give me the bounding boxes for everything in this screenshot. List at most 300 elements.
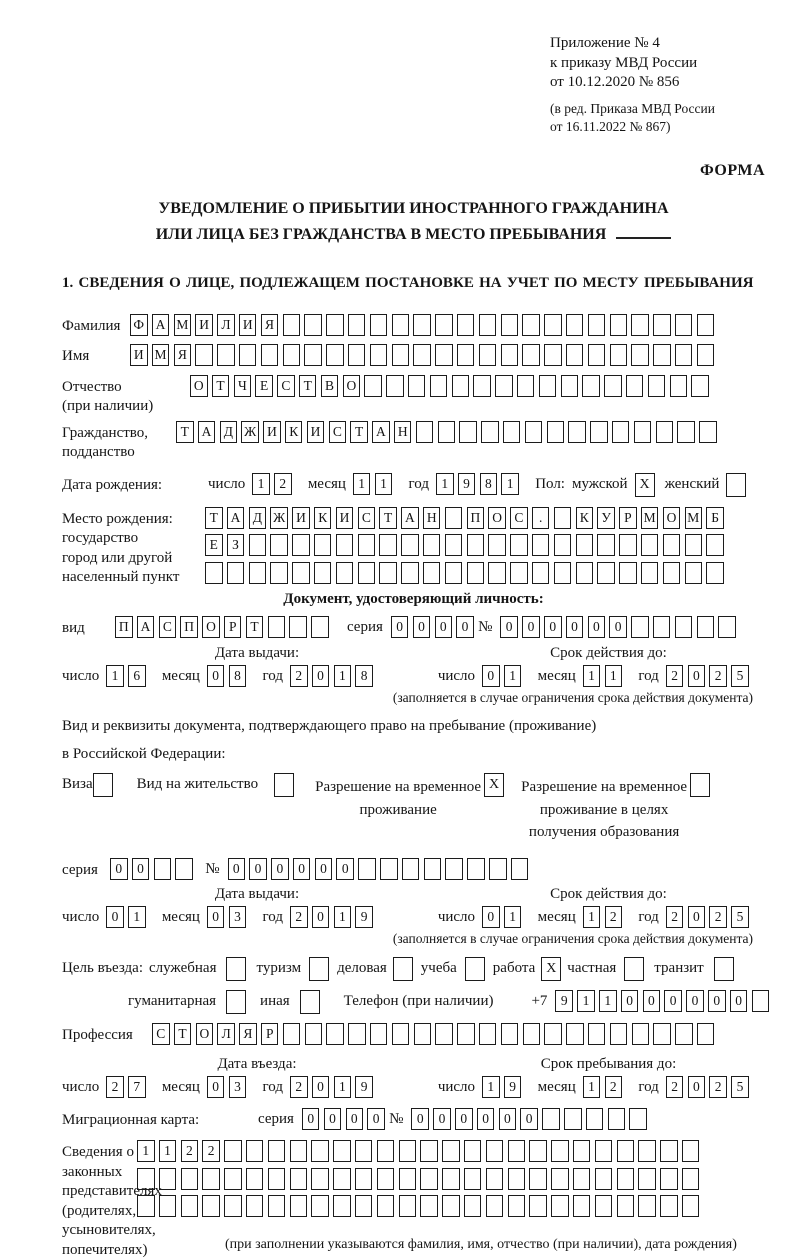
char-cell[interactable]	[249, 534, 267, 556]
char-cell[interactable]: С	[329, 421, 347, 443]
char-cell[interactable]	[464, 1140, 482, 1162]
char-cell[interactable]	[314, 534, 332, 556]
char-cell[interactable]	[370, 1023, 388, 1045]
char-cell[interactable]: 8	[229, 665, 247, 687]
char-cell[interactable]	[752, 990, 770, 1012]
char-cell[interactable]: П	[180, 616, 198, 638]
char-cell[interactable]: О	[190, 375, 208, 397]
char-cell[interactable]: 0	[132, 858, 150, 880]
char-cell[interactable]	[445, 562, 463, 584]
char-cell[interactable]: 0	[621, 990, 639, 1012]
char-cell[interactable]: 0	[566, 616, 584, 638]
char-cell[interactable]: Е	[255, 375, 273, 397]
char-cell[interactable]	[638, 1195, 656, 1217]
char-cell[interactable]	[333, 1195, 351, 1217]
char-cell[interactable]: 1	[106, 665, 124, 687]
char-cell[interactable]	[631, 314, 649, 336]
char-cell[interactable]	[370, 314, 388, 336]
char-cell[interactable]	[435, 344, 453, 366]
char-cell[interactable]: 0	[228, 858, 246, 880]
char-cell[interactable]	[457, 314, 475, 336]
char-cell[interactable]	[529, 1168, 547, 1190]
char-cell[interactable]: Т	[205, 507, 223, 529]
char-cell[interactable]	[246, 1195, 264, 1217]
char-cell[interactable]	[554, 507, 572, 529]
char-cell[interactable]	[442, 1168, 460, 1190]
char-cell[interactable]	[675, 344, 693, 366]
char-cell[interactable]: 3	[229, 906, 247, 928]
char-cell[interactable]: 0	[312, 665, 330, 687]
char-cell[interactable]	[224, 1195, 242, 1217]
char-cell[interactable]: 0	[520, 1108, 538, 1130]
char-cell[interactable]	[399, 1168, 417, 1190]
char-cell[interactable]	[202, 1168, 220, 1190]
char-cell[interactable]	[544, 344, 562, 366]
char-cell[interactable]: 2	[709, 1076, 727, 1098]
char-cell[interactable]: Я	[239, 1023, 257, 1045]
char-cell[interactable]: Е	[205, 534, 223, 556]
char-cell[interactable]: 1	[334, 906, 352, 928]
char-cell[interactable]	[445, 858, 463, 880]
char-cell[interactable]	[289, 616, 307, 638]
char-cell[interactable]	[597, 562, 615, 584]
char-cell[interactable]: 0	[391, 616, 409, 638]
char-cell[interactable]: Т	[246, 616, 264, 638]
char-cell[interactable]	[217, 344, 235, 366]
char-cell[interactable]	[576, 534, 594, 556]
char-cell[interactable]	[582, 375, 600, 397]
char-cell[interactable]: И	[239, 314, 257, 336]
char-cell[interactable]	[610, 344, 628, 366]
checkbox-edu-permit[interactable]	[690, 773, 710, 797]
char-cell[interactable]: 2	[605, 1076, 623, 1098]
char-cell[interactable]	[532, 562, 550, 584]
char-cell[interactable]: Л	[217, 1023, 235, 1045]
char-cell[interactable]	[358, 534, 376, 556]
char-cell[interactable]	[379, 562, 397, 584]
checkbox-other[interactable]	[300, 990, 320, 1014]
char-cell[interactable]	[304, 314, 322, 336]
char-cell[interactable]: Д	[220, 421, 238, 443]
char-cell[interactable]: П	[115, 616, 133, 638]
char-cell[interactable]: 0	[688, 906, 706, 928]
char-cell[interactable]	[617, 1140, 635, 1162]
char-cell[interactable]	[675, 1023, 693, 1045]
char-cell[interactable]	[392, 1023, 410, 1045]
char-cell[interactable]: 2	[290, 1076, 308, 1098]
char-cell[interactable]	[435, 1023, 453, 1045]
char-cell[interactable]: 1	[334, 1076, 352, 1098]
char-cell[interactable]	[413, 314, 431, 336]
char-cell[interactable]: 0	[477, 1108, 495, 1130]
char-cell[interactable]: 0	[609, 616, 627, 638]
char-cell[interactable]	[423, 562, 441, 584]
char-cell[interactable]: С	[277, 375, 295, 397]
char-cell[interactable]	[392, 314, 410, 336]
char-cell[interactable]	[501, 344, 519, 366]
char-cell[interactable]	[364, 375, 382, 397]
char-cell[interactable]	[195, 344, 213, 366]
char-cell[interactable]: А	[137, 616, 155, 638]
char-cell[interactable]	[495, 375, 513, 397]
char-cell[interactable]: С	[358, 507, 376, 529]
char-cell[interactable]	[573, 1168, 591, 1190]
char-cell[interactable]	[638, 1168, 656, 1190]
char-cell[interactable]	[590, 421, 608, 443]
char-cell[interactable]	[508, 1168, 526, 1190]
char-cell[interactable]	[392, 344, 410, 366]
char-cell[interactable]: 0	[413, 616, 431, 638]
char-cell[interactable]: 0	[312, 1076, 330, 1098]
char-cell[interactable]: Т	[299, 375, 317, 397]
char-cell[interactable]: 0	[664, 990, 682, 1012]
char-cell[interactable]	[311, 1168, 329, 1190]
char-cell[interactable]	[414, 1023, 432, 1045]
char-cell[interactable]	[402, 858, 420, 880]
char-cell[interactable]	[479, 344, 497, 366]
char-cell[interactable]	[355, 1195, 373, 1217]
char-cell[interactable]	[459, 421, 477, 443]
char-cell[interactable]	[311, 1140, 329, 1162]
checkbox-residence-permit[interactable]	[274, 773, 294, 797]
char-cell[interactable]	[239, 344, 257, 366]
char-cell[interactable]: В	[321, 375, 339, 397]
char-cell[interactable]	[438, 421, 456, 443]
char-cell[interactable]: 1	[583, 1076, 601, 1098]
char-cell[interactable]	[586, 1108, 604, 1130]
char-cell[interactable]: Ж	[270, 507, 288, 529]
checkbox-business[interactable]	[393, 957, 413, 981]
char-cell[interactable]	[430, 375, 448, 397]
char-cell[interactable]	[442, 1140, 460, 1162]
char-cell[interactable]: 0	[106, 906, 124, 928]
char-cell[interactable]	[326, 1023, 344, 1045]
char-cell[interactable]	[479, 1023, 497, 1045]
char-cell[interactable]: 0	[293, 858, 311, 880]
char-cell[interactable]: 0	[544, 616, 562, 638]
char-cell[interactable]	[697, 1023, 715, 1045]
char-cell[interactable]	[568, 421, 586, 443]
char-cell[interactable]	[529, 1140, 547, 1162]
char-cell[interactable]	[503, 421, 521, 443]
char-cell[interactable]	[510, 562, 528, 584]
char-cell[interactable]: И	[307, 421, 325, 443]
char-cell[interactable]	[268, 616, 286, 638]
char-cell[interactable]	[420, 1195, 438, 1217]
char-cell[interactable]: Я	[174, 344, 192, 366]
char-cell[interactable]	[595, 1195, 613, 1217]
char-cell[interactable]	[610, 314, 628, 336]
char-cell[interactable]: 9	[555, 990, 573, 1012]
char-cell[interactable]	[595, 1168, 613, 1190]
char-cell[interactable]	[399, 1140, 417, 1162]
char-cell[interactable]	[348, 314, 366, 336]
char-cell[interactable]: 0	[346, 1108, 364, 1130]
char-cell[interactable]: 2	[290, 665, 308, 687]
char-cell[interactable]	[626, 375, 644, 397]
char-cell[interactable]	[517, 375, 535, 397]
char-cell[interactable]: Т	[176, 421, 194, 443]
char-cell[interactable]	[292, 562, 310, 584]
char-cell[interactable]	[604, 375, 622, 397]
char-cell[interactable]: 0	[500, 616, 518, 638]
char-cell[interactable]: П	[467, 507, 485, 529]
char-cell[interactable]: 8	[355, 665, 373, 687]
char-cell[interactable]: 6	[128, 665, 146, 687]
char-cell[interactable]: 0	[730, 990, 748, 1012]
char-cell[interactable]: 2	[290, 906, 308, 928]
char-cell[interactable]	[202, 1195, 220, 1217]
char-cell[interactable]	[452, 375, 470, 397]
char-cell[interactable]: 0	[643, 990, 661, 1012]
checkbox-female[interactable]	[726, 473, 746, 497]
char-cell[interactable]	[486, 1140, 504, 1162]
char-cell[interactable]: 0	[522, 616, 540, 638]
char-cell[interactable]	[677, 421, 695, 443]
char-cell[interactable]	[181, 1195, 199, 1217]
char-cell[interactable]: 1	[599, 990, 617, 1012]
char-cell[interactable]	[697, 314, 715, 336]
char-cell[interactable]	[473, 375, 491, 397]
char-cell[interactable]: У	[597, 507, 615, 529]
char-cell[interactable]	[290, 1168, 308, 1190]
char-cell[interactable]	[697, 344, 715, 366]
char-cell[interactable]	[137, 1195, 155, 1217]
char-cell[interactable]: 2	[666, 665, 684, 687]
char-cell[interactable]: 0	[588, 616, 606, 638]
char-cell[interactable]: О	[202, 616, 220, 638]
char-cell[interactable]	[333, 1168, 351, 1190]
char-cell[interactable]	[336, 534, 354, 556]
char-cell[interactable]	[588, 1023, 606, 1045]
char-cell[interactable]	[648, 375, 666, 397]
char-cell[interactable]: О	[343, 375, 361, 397]
char-cell[interactable]	[641, 562, 659, 584]
char-cell[interactable]	[588, 314, 606, 336]
char-cell[interactable]: 0	[302, 1108, 320, 1130]
checkbox-study[interactable]	[465, 957, 485, 981]
char-cell[interactable]: 0	[271, 858, 289, 880]
char-cell[interactable]: 2	[274, 473, 292, 495]
char-cell[interactable]: Т	[379, 507, 397, 529]
checkbox-male[interactable]: X	[635, 473, 655, 497]
char-cell[interactable]	[663, 534, 681, 556]
char-cell[interactable]: 3	[229, 1076, 247, 1098]
char-cell[interactable]: 1	[375, 473, 393, 495]
char-cell[interactable]: 1	[605, 665, 623, 687]
char-cell[interactable]: С	[152, 1023, 170, 1045]
char-cell[interactable]	[399, 1195, 417, 1217]
checkbox-tourism[interactable]	[309, 957, 329, 981]
char-cell[interactable]	[488, 534, 506, 556]
char-cell[interactable]: 8	[480, 473, 498, 495]
char-cell[interactable]	[268, 1168, 286, 1190]
char-cell[interactable]: 0	[708, 990, 726, 1012]
char-cell[interactable]: 0	[207, 665, 225, 687]
char-cell[interactable]: И	[336, 507, 354, 529]
char-cell[interactable]	[479, 314, 497, 336]
char-cell[interactable]: 7	[128, 1076, 146, 1098]
char-cell[interactable]: 1	[501, 473, 519, 495]
char-cell[interactable]	[508, 1140, 526, 1162]
char-cell[interactable]: 1	[583, 665, 601, 687]
char-cell[interactable]	[227, 562, 245, 584]
char-cell[interactable]	[413, 344, 431, 366]
char-cell[interactable]	[358, 562, 376, 584]
char-cell[interactable]	[355, 1168, 373, 1190]
char-cell[interactable]: Т	[174, 1023, 192, 1045]
char-cell[interactable]	[249, 562, 267, 584]
char-cell[interactable]: С	[510, 507, 528, 529]
char-cell[interactable]: 0	[207, 906, 225, 928]
char-cell[interactable]	[617, 1168, 635, 1190]
char-cell[interactable]	[691, 375, 709, 397]
char-cell[interactable]	[510, 534, 528, 556]
char-cell[interactable]	[488, 562, 506, 584]
char-cell[interactable]	[457, 344, 475, 366]
char-cell[interactable]	[542, 1108, 560, 1130]
char-cell[interactable]: Р	[619, 507, 637, 529]
char-cell[interactable]	[573, 1140, 591, 1162]
char-cell[interactable]	[348, 1023, 366, 1045]
char-cell[interactable]: Л	[217, 314, 235, 336]
char-cell[interactable]: 9	[504, 1076, 522, 1098]
char-cell[interactable]: 1	[583, 906, 601, 928]
char-cell[interactable]: 0	[688, 1076, 706, 1098]
char-cell[interactable]	[181, 1168, 199, 1190]
char-cell[interactable]: К	[285, 421, 303, 443]
char-cell[interactable]	[283, 314, 301, 336]
char-cell[interactable]: Т	[350, 421, 368, 443]
char-cell[interactable]	[525, 421, 543, 443]
char-cell[interactable]	[595, 1140, 613, 1162]
char-cell[interactable]: 0	[249, 858, 267, 880]
char-cell[interactable]	[311, 1195, 329, 1217]
char-cell[interactable]: 2	[202, 1140, 220, 1162]
char-cell[interactable]: 0	[433, 1108, 451, 1130]
char-cell[interactable]	[653, 344, 671, 366]
char-cell[interactable]: Р	[261, 1023, 279, 1045]
char-cell[interactable]: 0	[686, 990, 704, 1012]
char-cell[interactable]: 0	[336, 858, 354, 880]
char-cell[interactable]: Д	[249, 507, 267, 529]
char-cell[interactable]	[401, 562, 419, 584]
char-cell[interactable]	[224, 1168, 242, 1190]
char-cell[interactable]	[445, 507, 463, 529]
char-cell[interactable]: Н	[423, 507, 441, 529]
char-cell[interactable]: Т	[212, 375, 230, 397]
char-cell[interactable]: 1	[577, 990, 595, 1012]
char-cell[interactable]: А	[401, 507, 419, 529]
char-cell[interactable]	[706, 534, 724, 556]
char-cell[interactable]	[551, 1195, 569, 1217]
char-cell[interactable]	[641, 534, 659, 556]
char-cell[interactable]: 0	[435, 616, 453, 638]
char-cell[interactable]	[420, 1140, 438, 1162]
char-cell[interactable]	[612, 421, 630, 443]
char-cell[interactable]: 1	[128, 906, 146, 928]
char-cell[interactable]	[348, 344, 366, 366]
char-cell[interactable]	[682, 1195, 700, 1217]
checkbox-transit[interactable]	[714, 957, 734, 981]
char-cell[interactable]	[464, 1195, 482, 1217]
char-cell[interactable]	[326, 344, 344, 366]
checkbox-work[interactable]: X	[541, 957, 561, 981]
char-cell[interactable]: И	[195, 314, 213, 336]
char-cell[interactable]	[305, 1023, 323, 1045]
char-cell[interactable]	[608, 1108, 626, 1130]
char-cell[interactable]	[159, 1168, 177, 1190]
char-cell[interactable]	[588, 344, 606, 366]
checkbox-visa[interactable]	[93, 773, 113, 797]
char-cell[interactable]	[551, 1140, 569, 1162]
char-cell[interactable]	[283, 344, 301, 366]
char-cell[interactable]	[632, 1023, 650, 1045]
char-cell[interactable]	[401, 534, 419, 556]
char-cell[interactable]: 1	[353, 473, 371, 495]
char-cell[interactable]	[653, 314, 671, 336]
char-cell[interactable]: 0	[315, 858, 333, 880]
char-cell[interactable]: О	[663, 507, 681, 529]
char-cell[interactable]	[523, 1023, 541, 1045]
char-cell[interactable]	[268, 1140, 286, 1162]
char-cell[interactable]: Б	[706, 507, 724, 529]
char-cell[interactable]: .	[532, 507, 550, 529]
char-cell[interactable]: О	[196, 1023, 214, 1045]
char-cell[interactable]: 5	[731, 1076, 749, 1098]
char-cell[interactable]: 0	[207, 1076, 225, 1098]
char-cell[interactable]: Ч	[234, 375, 252, 397]
char-cell[interactable]	[564, 1108, 582, 1130]
char-cell[interactable]	[481, 421, 499, 443]
char-cell[interactable]	[377, 1195, 395, 1217]
char-cell[interactable]	[566, 344, 584, 366]
char-cell[interactable]: 1	[504, 665, 522, 687]
char-cell[interactable]: 2	[181, 1140, 199, 1162]
char-cell[interactable]	[380, 858, 398, 880]
char-cell[interactable]: А	[372, 421, 390, 443]
char-cell[interactable]: 9	[458, 473, 476, 495]
char-cell[interactable]: 0	[110, 858, 128, 880]
char-cell[interactable]: Н	[394, 421, 412, 443]
char-cell[interactable]	[573, 1195, 591, 1217]
char-cell[interactable]: 0	[455, 1108, 473, 1130]
char-cell[interactable]	[554, 534, 572, 556]
char-cell[interactable]	[501, 1023, 519, 1045]
char-cell[interactable]	[697, 616, 715, 638]
char-cell[interactable]: Р	[224, 616, 242, 638]
char-cell[interactable]	[377, 1168, 395, 1190]
char-cell[interactable]	[205, 562, 223, 584]
char-cell[interactable]: И	[263, 421, 281, 443]
char-cell[interactable]	[706, 562, 724, 584]
char-cell[interactable]	[416, 421, 434, 443]
char-cell[interactable]	[224, 1140, 242, 1162]
char-cell[interactable]: О	[488, 507, 506, 529]
char-cell[interactable]: И	[130, 344, 148, 366]
char-cell[interactable]	[685, 534, 703, 556]
char-cell[interactable]: 1	[504, 906, 522, 928]
char-cell[interactable]	[486, 1168, 504, 1190]
char-cell[interactable]	[610, 1023, 628, 1045]
checkbox-temp-permit[interactable]: X	[484, 773, 504, 797]
char-cell[interactable]	[314, 562, 332, 584]
char-cell[interactable]	[333, 1140, 351, 1162]
char-cell[interactable]: М	[685, 507, 703, 529]
char-cell[interactable]	[670, 375, 688, 397]
char-cell[interactable]: 1	[137, 1140, 155, 1162]
char-cell[interactable]	[270, 534, 288, 556]
